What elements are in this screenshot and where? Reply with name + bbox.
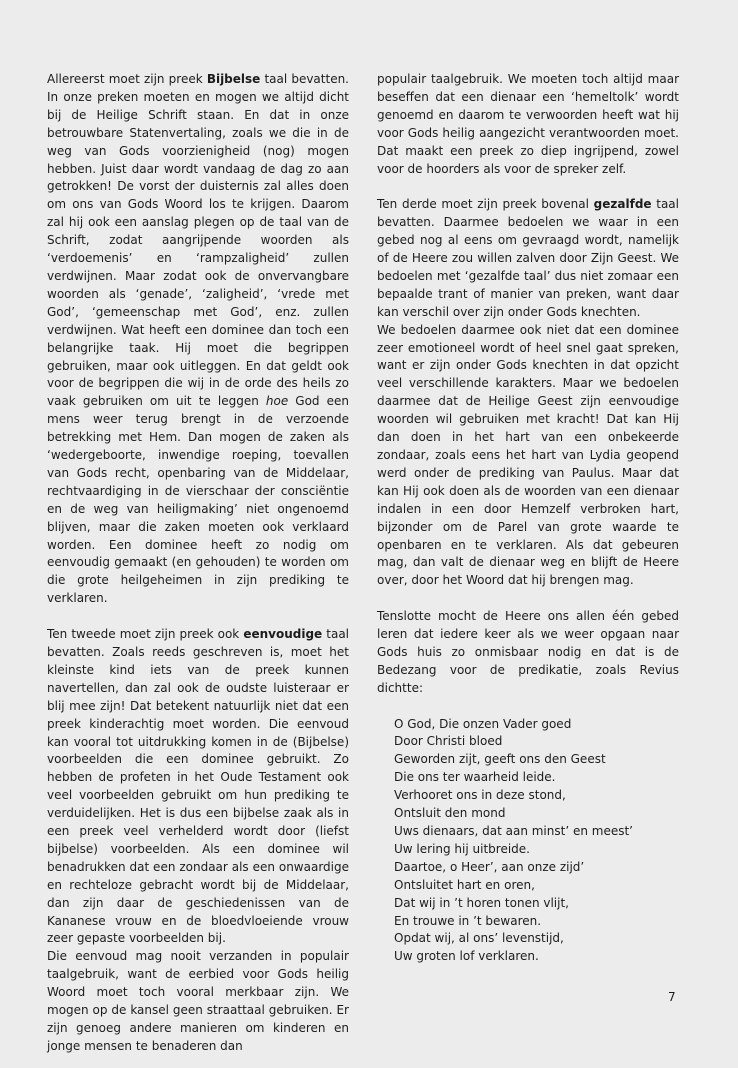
emphasis-eenvoudige: eenvoudige: [243, 627, 323, 642]
poem-line: Door Christi bloed: [394, 734, 503, 749]
poem-bedezang: [394, 716, 679, 967]
emphasis-gezalfde: gezalfde: [593, 197, 652, 212]
poem-line: Uw lering hij uitbreide.: [394, 841, 530, 856]
paragraph-tenslotte: Tenslotte mocht de Heere ons allen één gebed leren dat iedere keer als we weer opgaan naar Gods huis zo onmisbaar nodig en dat is de Bedezang voor de predikatie, zoals Revius dichtte:: [377, 609, 679, 695]
poem-line: Ontsluitet hart en oren,: [394, 877, 535, 892]
poem-line: Verhooret ons in deze stond,: [394, 788, 566, 803]
poem-line: O God, Die onzen Vader goed: [394, 716, 572, 731]
emphasis-bijbelse: Bijbelse: [206, 72, 261, 86]
poem-line: Opdat wij, al ons’ levenstijd,: [394, 931, 564, 946]
paragraph-gezalfde-taal: Ten derde moet zijn preek bovenal gezalfde taal bevatten. Daarmee bedoelen we waar in een gebed nog al eens om gevraagd wordt, namelijk of de Heere zou willen zalven door Zijn Geest. We bedoelen met ‘gezalfde taal’ dus niet zomaar een bepaalde trant of manier van preken, want daar kan verschil over zijn onder Gods knechten.: [377, 197, 679, 319]
poem-line: Die ons ter waarheid leide.: [394, 770, 556, 785]
poem-line: Dat wij in ’t horen tonen vlijt,: [394, 895, 569, 910]
paragraph-heilige-geest: We bedoelen daarmee ook niet dat een dominee zeer emotioneel wordt of heel snel gaat spreken, want er zijn onder Gods knechten in dat opzicht veel verschillende karakters. Maar we bedoelen daarmee dat de Heilige Geest zijn eenvoudige woorden wil gebruiken met kracht! Dat kan Hij dan doen in het hart van een onbekeerde zondaar, zoals eens het hart van Lydia geopend werd onder de prediking van Paulus. Maar dat kan Hij ook doen als de woorden van een dienaar indalen in een door Hemzelf verbroken hart, bijzonder om de Parel van grote waarde te openbaren en te verklaren. Als dat gebeuren mag, dan valt de dienaar weg en blijft de Heere over, door het Woord dat hij brengen mag.: [377, 322, 679, 588]
paragraph-bijbelse-taal: Allereerst moet zijn preek Bijbelse taal bevatten. In onze preken moeten en mogen we altijd dicht bij de Heilige Schrift staan. En dat in onze betrouwbare Statenvertaling, zoals we die in de weg van Gods voorzienigheid (nog) mogen hebben. Juist daar wordt vandaag de dag zo aan getrokken! De vorst der duisternis zal alles doen om ons van Gods Woord los te krijgen. Daarom zal hij ook een aanslag plegen op de taal van de Schrift, zodat aangrijpende woorden als ‘verdoemenis’ en ‘rampzaligheid’ zullen verdwijnen. Maar zodat ook de onvervangbare woorden als ‘genade’, ‘zaligheid’, ‘vrede met God’, ‘gemeenschap met God’, enz. zullen verdwijnen. Wat heeft een dominee dan toch een belangrijke taak. Hij moet die begrippen gebruiken, maar ook uitleggen. En dat geldt ook voor de begrippen die wij in de orde des heils zo vaak gebruiken om uit te leggen hoe God een mens weer terug brengt in de verzoende betrekking met Hem. Dan mogen de zaken als ‘wedergeboorte, inwendige roeping, toevallen van Gods recht, openbaring van de Middelaar, rechtvaardiging in de vierschaar der consciëntie en de weg van heiligmaking’ niet ongenoemd blijven, maar die zaken moeten ook verklaard worden. Een dominee heeft zo nodig om eenvoudig gemaakt (en gehouden) te worden om die grote heilgeheimen in zijn prediking te verklaren.: [47, 72, 349, 606]
right-column: [377, 71, 679, 966]
emphasis-hoe: hoe: [265, 394, 289, 409]
poem-line: En trouwe in ’t bewaren.: [394, 913, 542, 928]
paragraph-eenvoud-populair: Die eenvoud mag nooit verzanden in populair taalgebruik, want de eerbied voor Gods heilig Woord moet toch vooral merkbaar zijn. We mogen op de kansel geen straattaal gebruiken. Er zijn genoeg andere manieren om kinderen en jonge mensen te benaderen dan: [47, 949, 349, 1053]
poem-line: Daartoe, o Heer’, aan onze zijd’: [394, 859, 585, 874]
left-column: [47, 71, 349, 1056]
poem-line: Uws dienaars, dat aan minst’ en meest’: [394, 824, 633, 839]
poem-line: Geworden zijt, geeft ons den Geest: [394, 752, 606, 767]
paragraph-eenvoudige-taal: Ten tweede moet zijn preek ook eenvoudige taal bevatten. Zoals reeds geschreven is, moet het kleinste kind iets van de preek kunnen navertellen, dan zal ook de oudste luisteraar er blij mee zijn! Dat betekent natuurlijk niet dat een preek kinderachtig moet worden. Die eenvoud kan vooral tot uitdrukking komen in de (Bijbelse) voorbeelden die een dominee gebruikt. Zo hebben de profeten in het Oude Testament ook veel voorbeelden gebruikt om hun prediking te verduidelijken. Het is dus een bijbelse zaak als in een preek veel verhelderd wordt door (liefst bijbelse) voorbeelden. Als een dominee wil benadrukken dat een zondaar als een onwaardige en rechteloze gebracht wordt bij de Middelaar, dan zijn daar de geschiedenissen van de Kananese vrouw en de bloedvloeiende vrouw zeer gepaste voorbeelden bij.: [47, 627, 350, 946]
poem-line: Uw groten lof verklaren.: [394, 949, 539, 964]
poem-line: Ontsluit den mond: [394, 806, 506, 821]
paragraph-hemeltolk: populair taalgebruik. We moeten toch altijd maar beseffen dat een dienaar een ‘hemeltolk’ wordt genoemd en daarom te verwoorden heeft wat hij voor Gods heilig aangezicht verantwoorden moet. Dat maakt een preek zo diep ingrijpend, zowel voor de hoorders als voor de spreker zelf.: [377, 72, 679, 176]
page-number: 7: [668, 990, 676, 1004]
